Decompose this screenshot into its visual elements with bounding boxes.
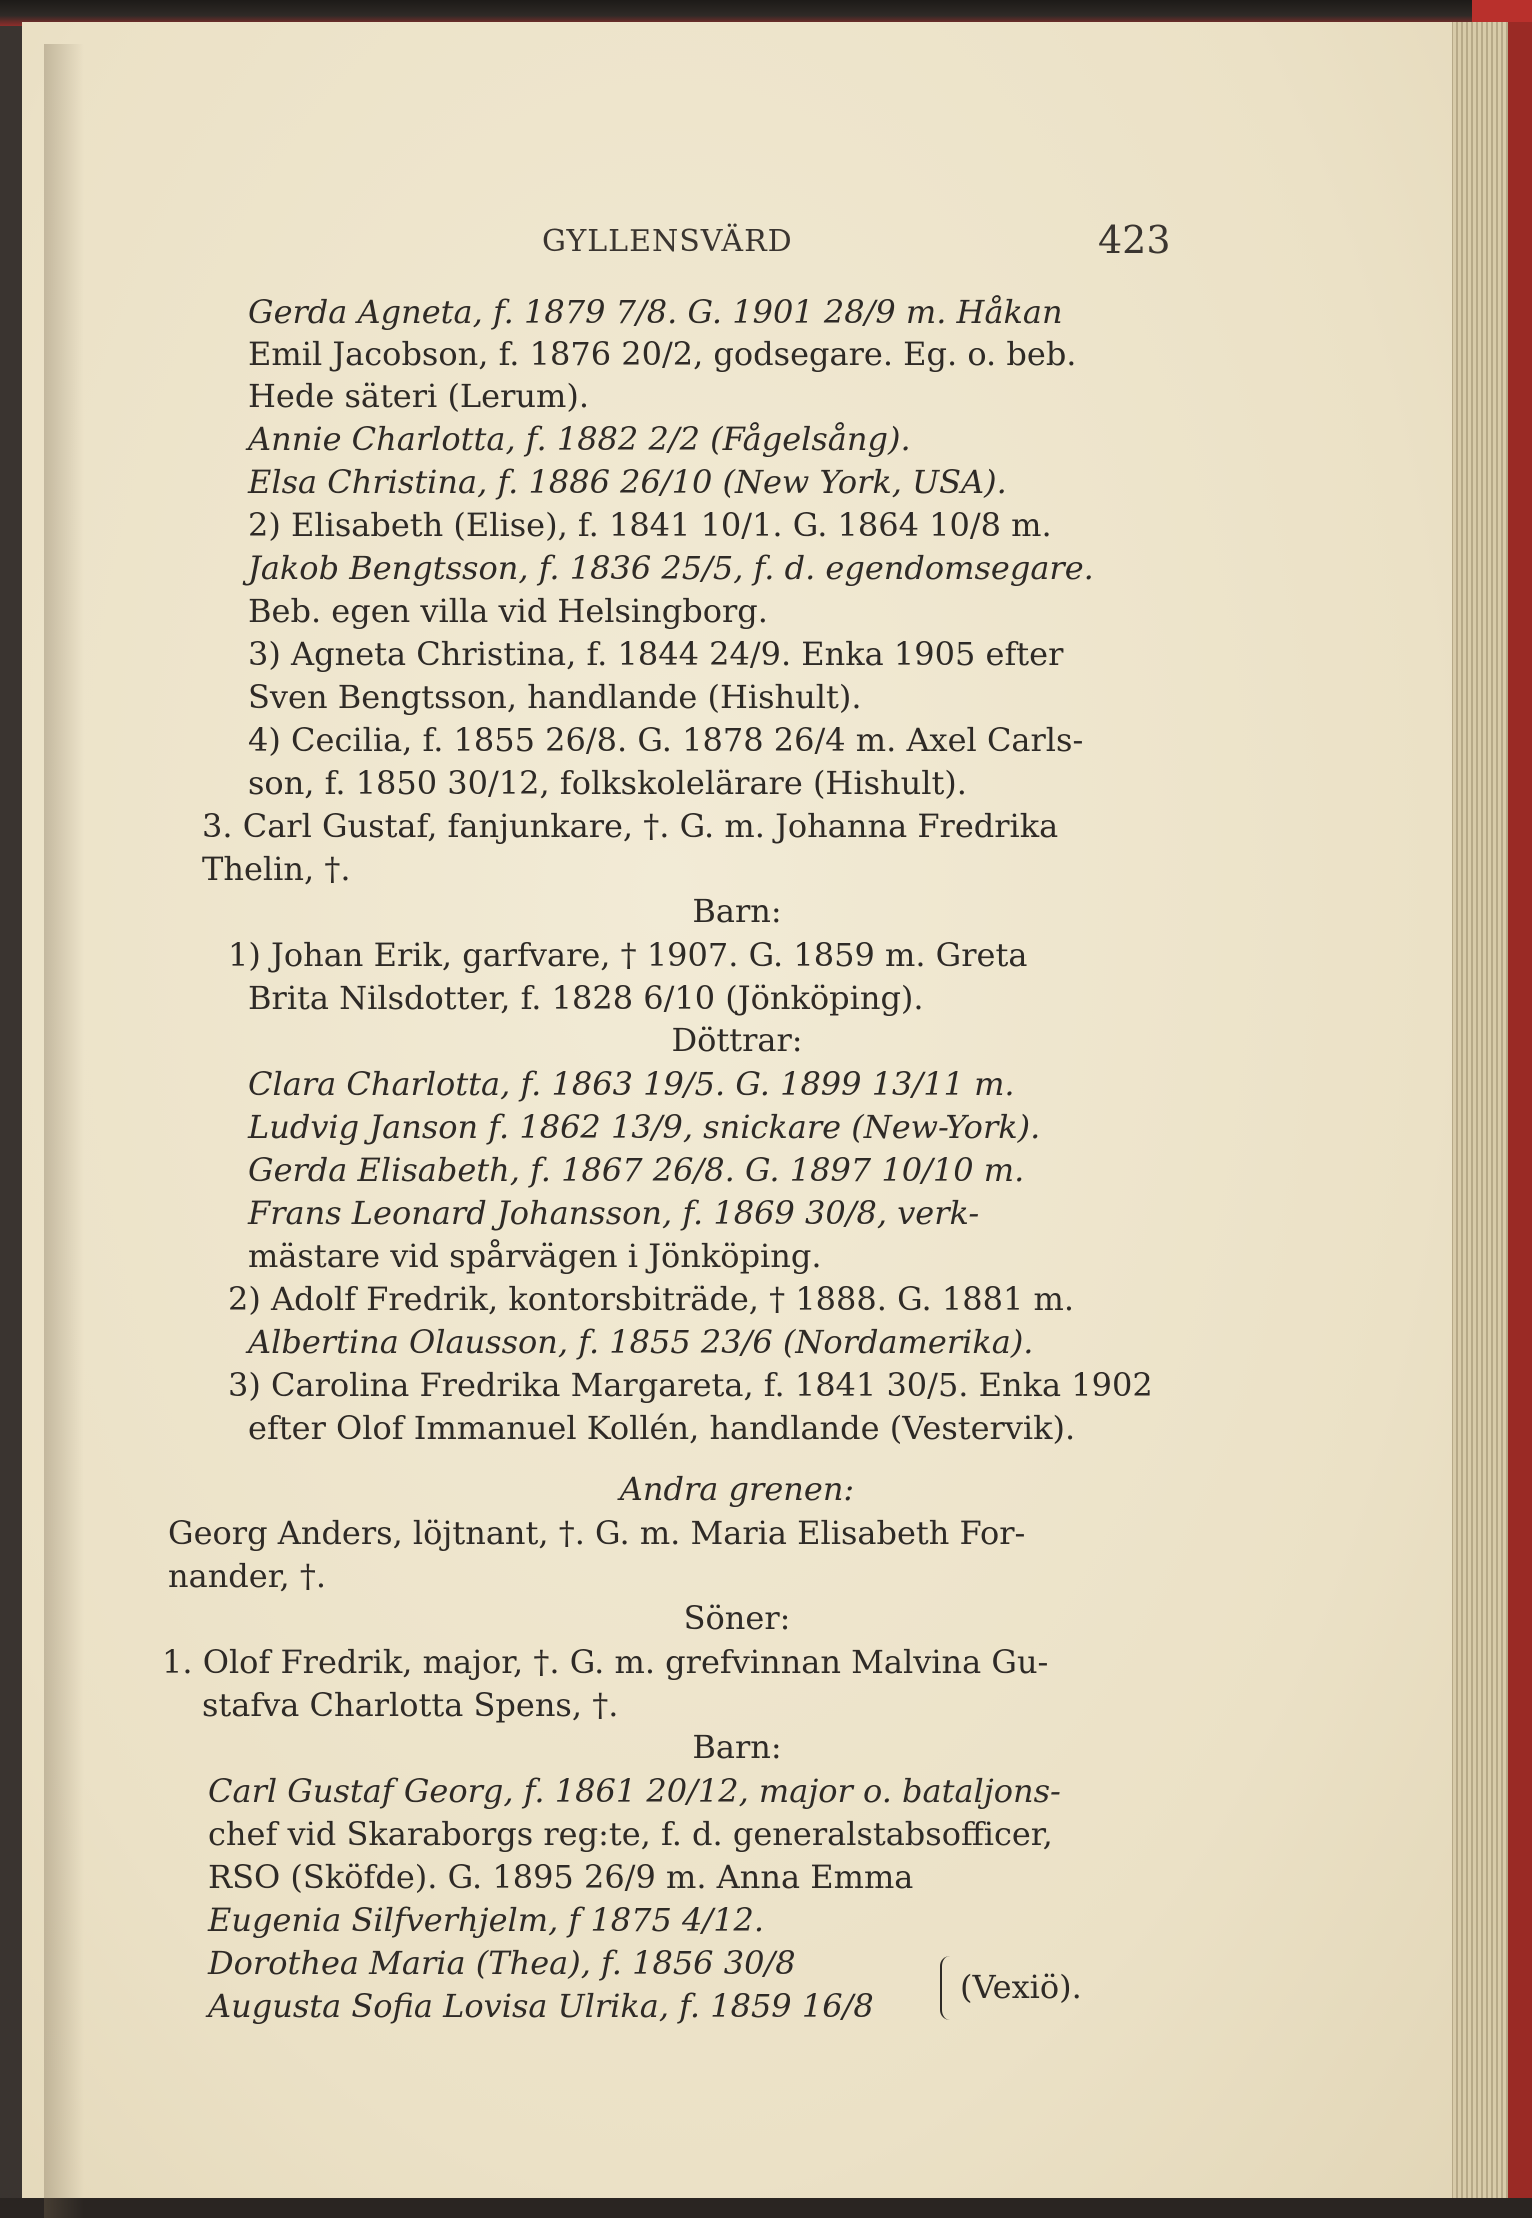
book-page	[22, 22, 1452, 2198]
text-line: 3) Agneta Christina, f. 1844 24/9. Enka 1905 efter	[248, 635, 1064, 673]
text-line: Hede säteri (Lerum).	[248, 377, 590, 415]
red-book-edge	[1508, 22, 1532, 2198]
text-line: Eugenia Silfverhjelm, f 1875 4/12.	[208, 1901, 765, 1939]
text-line: Carl Gustaf Georg, f. 1861 20/12, major o. bataljons-	[208, 1772, 1061, 1810]
text-line: Augusta Sofia Lovisa Ulrika, f. 1859 16/8	[208, 1987, 874, 2025]
text-line: Gerda Elisabeth, f. 1867 26/8. G. 1897 10/10 m.	[248, 1151, 1025, 1189]
text-line: efter Olof Immanuel Kollén, handlande (Vestervik).	[248, 1409, 1076, 1447]
text-line: Ludvig Janson f. 1862 13/9, snickare (New-York).	[248, 1108, 1041, 1146]
text-line: Brita Nilsdotter, f. 1828 6/10 (Jönköping).	[248, 979, 924, 1017]
text-line: 3. Carl Gustaf, fanjunkare, †. G. m. Johanna Fredrika	[202, 807, 1059, 845]
text-line: Annie Charlotta, f. 1882 2/2 (Fågelsång).	[248, 420, 911, 458]
page-stack-edge	[1448, 22, 1508, 2198]
text-line: Sven Bengtsson, handlande (Hishult).	[248, 678, 862, 716]
text-line: Georg Anders, löjtnant, †. G. m. Maria Elisabeth For-	[168, 1514, 1026, 1552]
text-line: nander, †.	[168, 1557, 327, 1595]
text-line: 4) Cecilia, f. 1855 26/8. G. 1878 26/4 m. Axel Carls-	[248, 721, 1084, 759]
text-line: Frans Leonard Johansson, f. 1869 30/8, verk-	[248, 1194, 980, 1232]
text-line: Thelin, †.	[202, 850, 351, 888]
brace-glyph	[940, 1956, 952, 2020]
text-line: 2) Adolf Fredrik, kontorsbiträde, † 1888. G. 1881 m.	[228, 1280, 1074, 1318]
page-number: 423	[1098, 218, 1171, 262]
section-heading-dottrar: Döttrar:	[671, 1021, 803, 1059]
text-line: 2) Elisabeth (Elise), f. 1841 10/1. G. 1864 10/8 m.	[248, 506, 1052, 544]
text-line: Gerda Agneta, f. 1879 7/8. G. 1901 28/9 m. Håkan	[248, 293, 1063, 331]
section-heading-barn: Barn:	[692, 892, 782, 930]
text-line: Jakob Bengtsson, f. 1836 25/5, f. d. egendomsegare.	[248, 549, 1094, 587]
text-line: RSO (Sköfde). G. 1895 26/9 m. Anna Emma	[208, 1858, 914, 1896]
text-line: 1) Johan Erik, garfvare, † 1907. G. 1859 m. Greta	[228, 936, 1028, 974]
text-line: son, f. 1850 30/12, folkskolelärare (Hishult).	[248, 764, 967, 802]
text-line: Emil Jacobson, f. 1876 20/2, godsegare. Eg. o. beb.	[248, 335, 1077, 373]
running-title: GYLLENSVÄRD	[542, 224, 793, 259]
text-line: Beb. egen villa vid Helsingborg.	[248, 592, 768, 630]
text-line: 3) Carolina Fredrika Margareta, f. 1841 30/5. Enka 1902	[228, 1366, 1153, 1404]
section-heading-barn-2: Barn:	[692, 1728, 782, 1766]
text-line: Dorothea Maria (Thea), f. 1856 30/8	[208, 1944, 796, 1982]
text-line: chef vid Skaraborgs reg:te, f. d. generalstabsofficer,	[208, 1815, 1053, 1853]
brace-note: (Vexiö).	[960, 1968, 1082, 2006]
section-heading-andra-grenen: Andra grenen:	[619, 1470, 855, 1508]
text-line: 1. Olof Fredrik, major, †. G. m. grefvinnan Malvina Gu-	[162, 1643, 1049, 1681]
text-line: Elsa Christina, f. 1886 26/10 (New York, USA).	[248, 463, 1007, 501]
text-line: Albertina Olausson, f. 1855 23/6 (Nordamerika).	[248, 1323, 1034, 1361]
text-line: stafva Charlotta Spens, †.	[202, 1686, 619, 1724]
text-line: mästare vid spårvägen i Jönköping.	[248, 1237, 822, 1275]
text-line: Clara Charlotta, f. 1863 19/5. G. 1899 13/11 m.	[248, 1065, 1015, 1103]
section-heading-soner: Söner:	[683, 1599, 791, 1637]
binding-shadow	[44, 44, 84, 2218]
book-bottom-edge	[0, 2198, 1532, 2218]
